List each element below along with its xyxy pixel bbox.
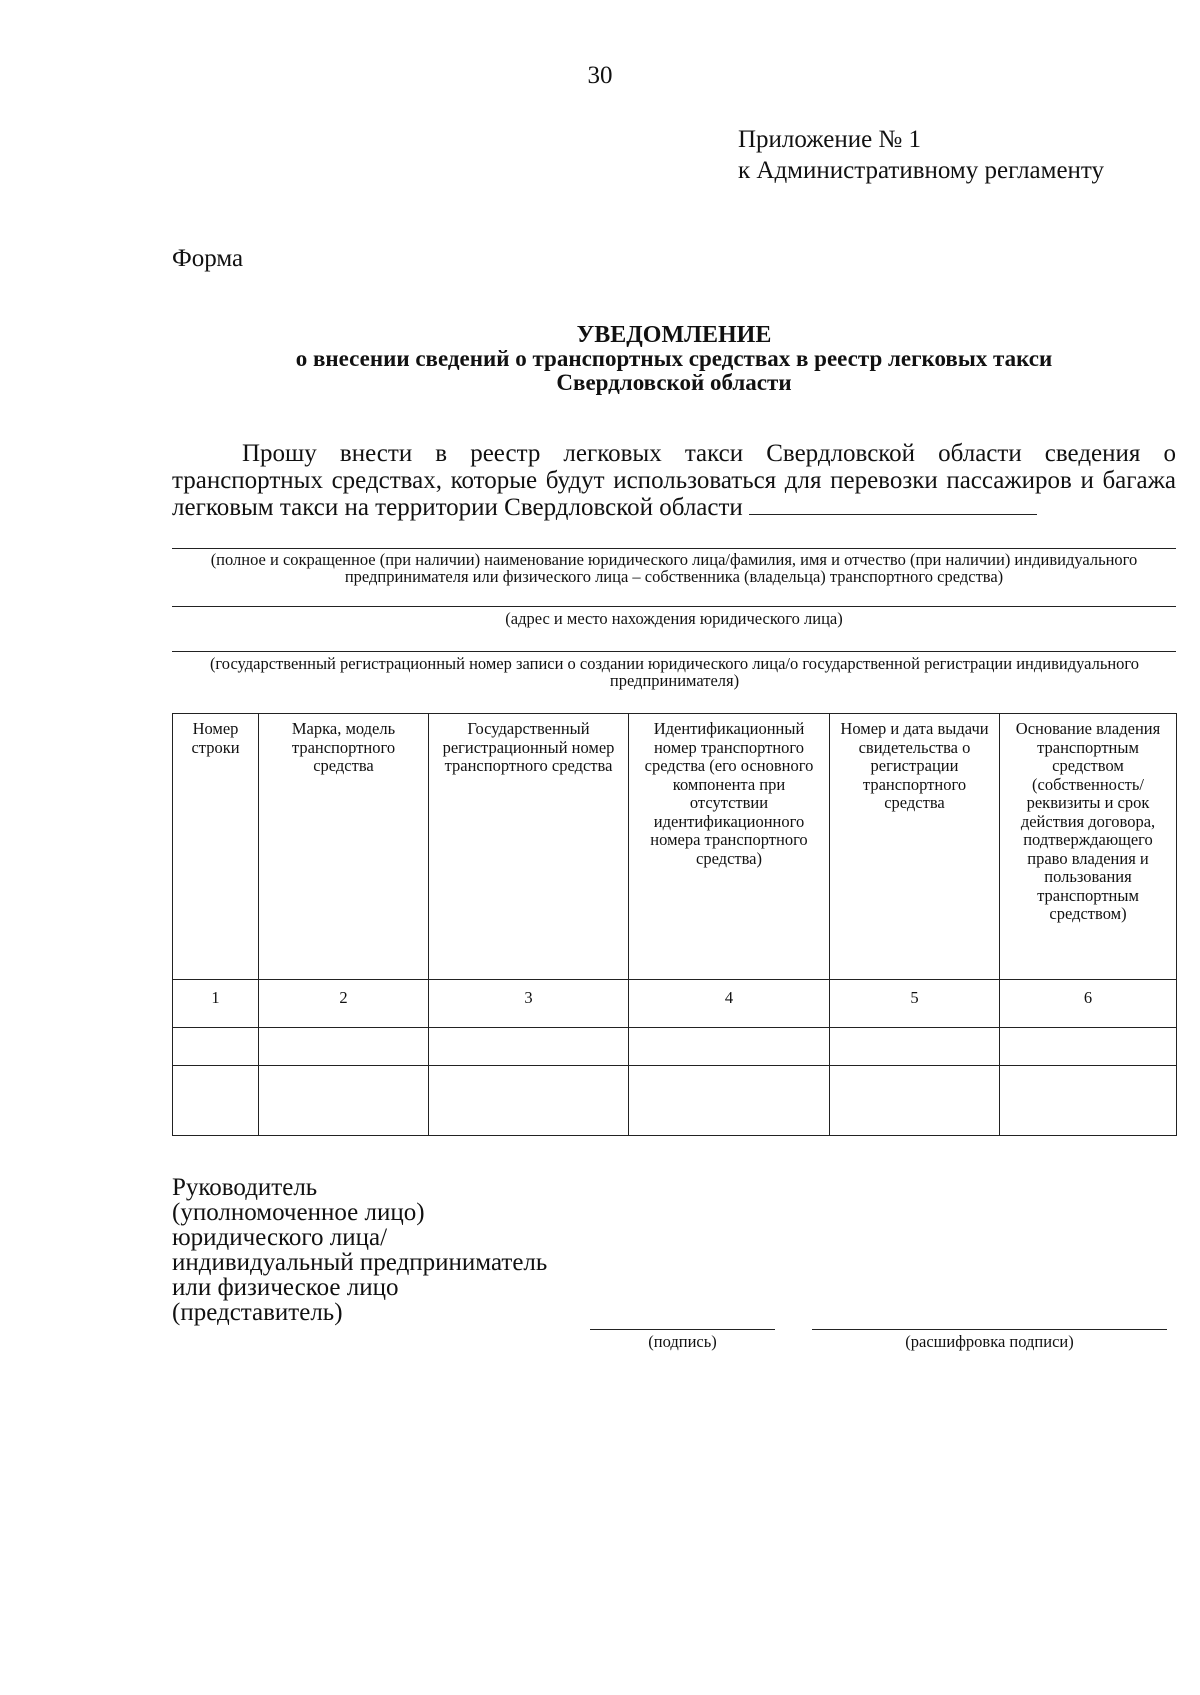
signature-caption: (подпись) xyxy=(648,1332,717,1351)
header-row-number: Номер строки xyxy=(173,714,259,980)
column-number: 6 xyxy=(1000,980,1177,1028)
header-ownership-basis: Основание владения транспортным средством (собственность/ реквизиты и срок действия договора, подтверждающего право владения и пользования транспортным средством) xyxy=(1000,714,1177,980)
form-label: Форма xyxy=(172,245,244,272)
signer-line: Руководитель xyxy=(172,1174,318,1201)
column-number: 1 xyxy=(173,980,259,1028)
appendix-header xyxy=(738,124,1104,186)
registration-field-line[interactable] xyxy=(172,651,1176,652)
table-cell[interactable] xyxy=(1000,1028,1177,1066)
table-header-row xyxy=(173,714,1177,980)
header-certificate: Номер и дата выдачи свидетельства о регистрации транспортного средства xyxy=(830,714,1000,980)
signature-line[interactable] xyxy=(590,1329,775,1330)
signature-decoding-line[interactable] xyxy=(812,1329,1167,1330)
table-row xyxy=(173,1028,1177,1066)
table-cell[interactable] xyxy=(429,1066,629,1136)
signer-block xyxy=(172,1175,547,1325)
address-caption: (адрес и место нахождения юридического лица) xyxy=(505,609,843,628)
header-vin: Идентификационный номер транспортного средства (его основного компонента при отсутствии идентификационного номера транспортного средства) xyxy=(629,714,830,980)
signer-line: (представитель) xyxy=(172,1299,343,1326)
table-cell[interactable] xyxy=(629,1028,830,1066)
signer-line: или физическое лицо xyxy=(172,1274,399,1301)
appendix-line-2: к Административному регламенту xyxy=(738,157,1105,184)
document-title xyxy=(172,323,1176,395)
applicant-fill-line[interactable] xyxy=(749,494,1037,515)
header-reg-number: Государственный регистрационный номер транспортного средства xyxy=(429,714,629,980)
column-number: 3 xyxy=(429,980,629,1028)
title-line-3: Свердловской области xyxy=(556,370,792,395)
table-cell[interactable] xyxy=(173,1028,259,1066)
column-number: 5 xyxy=(830,980,1000,1028)
applicant-name-caption: (полное и сокращенное (при наличии) наименование юридического лица/фамилия, имя и отчество (при наличии) индивидуального предпринимателя или физического лица – собственника (владельца) транспортного средства) xyxy=(210,550,1138,586)
appendix-line-1: Приложение № 1 xyxy=(738,126,922,153)
registration-caption: (государственный регистрационный номер записи о создании юридического лица/о государственной регистрации индивидуального предпринимателя) xyxy=(209,654,1140,690)
request-paragraph xyxy=(172,440,1176,521)
table-cell[interactable] xyxy=(429,1028,629,1066)
header-make-model: Марка, модель транспортного средства xyxy=(259,714,429,980)
table-cell[interactable] xyxy=(830,1028,1000,1066)
signature-decoding-caption: (расшифровка подписи) xyxy=(905,1332,1074,1351)
table-row xyxy=(173,1066,1177,1136)
table-cell[interactable] xyxy=(173,1066,259,1136)
request-text: Прошу внести в реестр легковых такси Свердловской области сведения о транспортных средствах, которые будут использоваться для перевозки пассажиров и багажа легковым такси на территории Свердловской области xyxy=(172,440,1176,521)
title-line-2: о внесении сведений о транспортных средствах в реестр легковых такси xyxy=(295,346,1053,371)
column-number: 2 xyxy=(259,980,429,1028)
page-number: 30 xyxy=(587,62,613,89)
vehicle-table xyxy=(172,713,1177,1136)
applicant-name-field-line[interactable] xyxy=(172,548,1176,549)
column-number-row xyxy=(173,980,1177,1028)
signer-line: индивидуальный предприниматель xyxy=(172,1249,548,1276)
table-cell[interactable] xyxy=(259,1066,429,1136)
table-cell[interactable] xyxy=(629,1066,830,1136)
signer-line: юридического лица/ xyxy=(172,1224,388,1251)
table-cell[interactable] xyxy=(830,1066,1000,1136)
address-field-line[interactable] xyxy=(172,606,1176,607)
signer-line: (уполномоченное лицо) xyxy=(172,1199,425,1226)
column-number: 4 xyxy=(629,980,830,1028)
table-cell[interactable] xyxy=(259,1028,429,1066)
title-main: УВЕДОМЛЕНИЕ xyxy=(576,322,772,348)
table-cell[interactable] xyxy=(1000,1066,1177,1136)
